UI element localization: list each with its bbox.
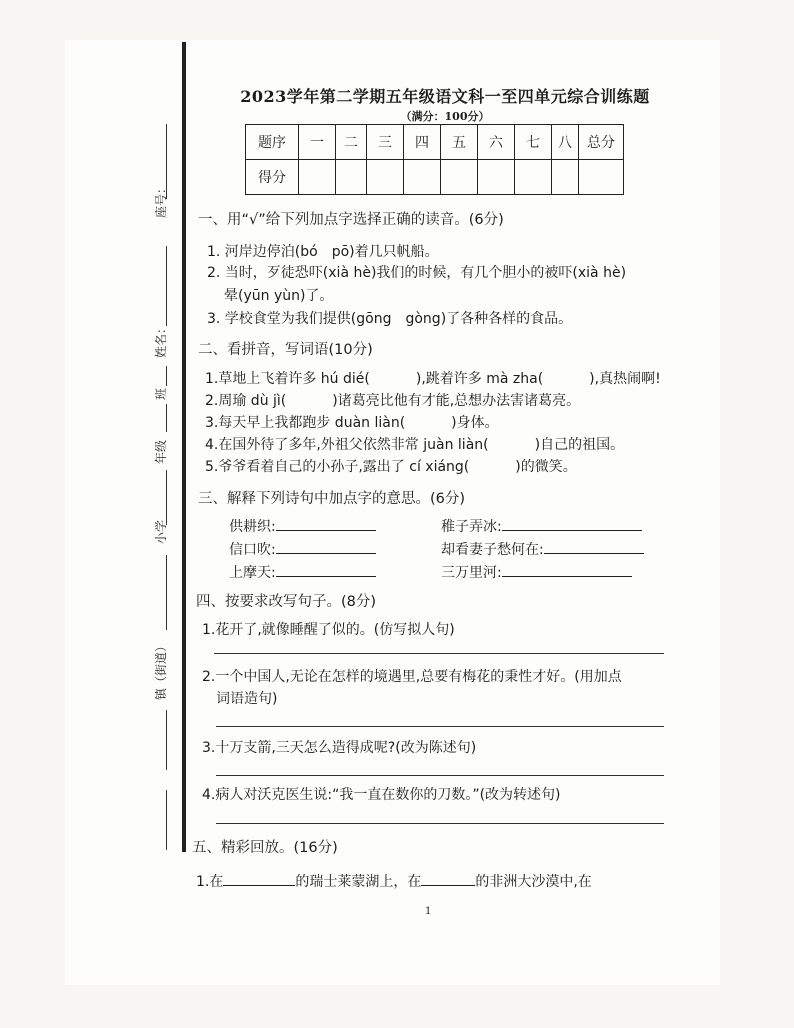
s3-item-4 xyxy=(441,539,644,559)
answer-line[interactable] xyxy=(214,653,664,654)
school-blank xyxy=(166,470,167,525)
s2-item-1-post: ),真热闹啊! xyxy=(589,371,661,387)
s3-item-2-label: 稚子弄冰: xyxy=(441,519,502,535)
seat-label: 座号： xyxy=(154,181,168,218)
s2-item-1-pre: 1.草地上飞着许多 hú dié( xyxy=(205,371,370,387)
score-table-header-row xyxy=(246,125,624,160)
s4-item-4: 4.病人对沃克医生说:“我一直在数你的刀数。”(改为转述句) xyxy=(202,787,561,803)
s4-item-3: 3.十万支箭,三天怎么造得成呢?(改为陈述句) xyxy=(202,740,477,756)
margin-extra-blank xyxy=(166,790,167,850)
s1-item-2: 2. 当时，歹徒恐吓(xià hè)我们的时候，有几个胆小的被吓(xià hè) xyxy=(207,265,627,281)
name-blank xyxy=(166,246,167,326)
section-3-heading: 三、解释下列诗句中加点字的意思。(6分) xyxy=(198,491,466,507)
exam-title: 2023学年第二学期五年级语文科一至四单元综合训练题 xyxy=(240,87,650,106)
class-blank xyxy=(166,366,167,386)
s2-item-5 xyxy=(205,456,577,476)
section-5-heading: 五、精彩回放。(16分) xyxy=(192,840,338,856)
answer-line[interactable] xyxy=(421,871,475,886)
s2-item-4-post: )自己的祖国。 xyxy=(534,437,625,453)
s3-item-3-label: 信口吹: xyxy=(229,542,276,558)
s3-item-2 xyxy=(441,516,642,536)
s2-item-5-post: )的微笑。 xyxy=(515,459,577,475)
s1-item-3: 3. 学校食堂为我们提供(gōng gòng)了各种各样的食品。 xyxy=(207,311,573,327)
s2-item-1-mid: ),跳着许多 mà zha( xyxy=(415,371,544,387)
score-cell[interactable] xyxy=(515,160,552,195)
s4-item-2-cont: 词语造句) xyxy=(216,691,278,707)
score-cell[interactable] xyxy=(478,160,515,195)
s2-item-3-pre: 3.每天早上我都跑步 duàn liàn( xyxy=(205,415,406,431)
exam-subtitle: （满分：100分） xyxy=(400,110,490,123)
s2-item-4-pre: 4.在国外待了多年,外祖父依然非常 juàn liàn( xyxy=(205,437,489,453)
score-cell[interactable] xyxy=(404,160,441,195)
col-5: 五 xyxy=(441,125,478,160)
s2-item-4 xyxy=(205,434,624,454)
score-cell[interactable] xyxy=(579,160,624,195)
town-blank xyxy=(166,710,167,770)
page-number: 1 xyxy=(425,906,432,917)
answer-line[interactable] xyxy=(276,516,376,531)
s3-item-3 xyxy=(229,539,376,559)
score-table-score-row xyxy=(246,160,624,195)
score-cell[interactable] xyxy=(552,160,579,195)
s2-item-2 xyxy=(205,390,580,410)
section-1-heading: 一、用“√”给下列加点字选择正确的读音。(6分) xyxy=(198,212,504,228)
s2-item-5-pre: 5.爷爷看着自己的小孙子,露出了 cí xiáng( xyxy=(205,459,470,475)
answer-line[interactable] xyxy=(276,539,376,554)
s2-item-2-post: )诸葛亮比他有才能,总想办法害诸葛亮。 xyxy=(332,393,581,409)
col-total: 总分 xyxy=(579,125,624,160)
town-label: 镇（街道） xyxy=(154,639,168,700)
s1-item-1: 1. 河岸边停泊(bó pō)着几只帆船。 xyxy=(207,244,439,260)
s5-item-1 xyxy=(196,871,592,891)
s3-item-1 xyxy=(229,516,376,536)
binding-line xyxy=(182,42,186,852)
s5-item-1-b: 的瑞士莱蒙湖上，在 xyxy=(295,874,422,890)
col-7: 七 xyxy=(515,125,552,160)
answer-line[interactable] xyxy=(216,726,664,727)
s2-item-1 xyxy=(205,368,661,388)
s5-item-1-c: 的非洲大沙漠中,在 xyxy=(475,874,592,890)
row-header-score: 得分 xyxy=(246,160,299,195)
col-1: 一 xyxy=(299,125,336,160)
col-3: 三 xyxy=(367,125,404,160)
school-name-blank xyxy=(166,555,167,630)
s3-item-5 xyxy=(229,562,376,582)
row-header-order: 题序 xyxy=(246,125,299,160)
name-label: 姓名： xyxy=(154,321,168,358)
score-cell[interactable] xyxy=(336,160,367,195)
s2-item-3-post: )身体。 xyxy=(451,415,499,431)
answer-line[interactable] xyxy=(502,562,632,577)
answer-line[interactable] xyxy=(502,516,642,531)
s1-item-2-cont: 晕(yūn yùn)了。 xyxy=(224,288,334,304)
s4-item-2: 2.一个中国人,无论在怎样的境遇里,总要有梅花的秉性才好。(用加点 xyxy=(202,669,622,685)
s3-item-6-label: 三万里河: xyxy=(441,565,502,581)
answer-line[interactable] xyxy=(216,775,664,776)
s3-item-4-label: 却看妻子愁何在: xyxy=(441,542,544,558)
col-6: 六 xyxy=(478,125,515,160)
s2-item-3 xyxy=(205,412,499,432)
s3-item-1-label: 供耕织: xyxy=(229,519,276,535)
class-label: 班 xyxy=(154,387,168,400)
section-2-heading: 二、看拼音，写词语(10分) xyxy=(198,342,373,358)
score-table xyxy=(245,124,624,195)
s3-item-5-label: 上摩天: xyxy=(229,565,276,581)
answer-line[interactable] xyxy=(216,823,664,824)
school-label: 小学 xyxy=(154,519,168,544)
grade-blank xyxy=(166,404,167,432)
s3-item-6 xyxy=(441,562,632,582)
s2-item-2-pre: 2.周瑜 dù jì( xyxy=(205,393,287,409)
score-cell[interactable] xyxy=(441,160,478,195)
col-2: 二 xyxy=(336,125,367,160)
col-4: 四 xyxy=(404,125,441,160)
answer-line[interactable] xyxy=(276,562,376,577)
answer-line[interactable] xyxy=(223,871,295,886)
col-8: 八 xyxy=(552,125,579,160)
answer-line[interactable] xyxy=(544,539,644,554)
s4-item-1: 1.花开了,就像睡醒了似的。(仿写拟人句) xyxy=(202,622,455,638)
section-4-heading: 四、按要求改写句子。(8分) xyxy=(196,594,377,610)
score-cell[interactable] xyxy=(299,160,336,195)
score-cell[interactable] xyxy=(367,160,404,195)
s5-item-1-a: 1.在 xyxy=(196,874,224,890)
grade-label: 年级 xyxy=(154,439,168,464)
